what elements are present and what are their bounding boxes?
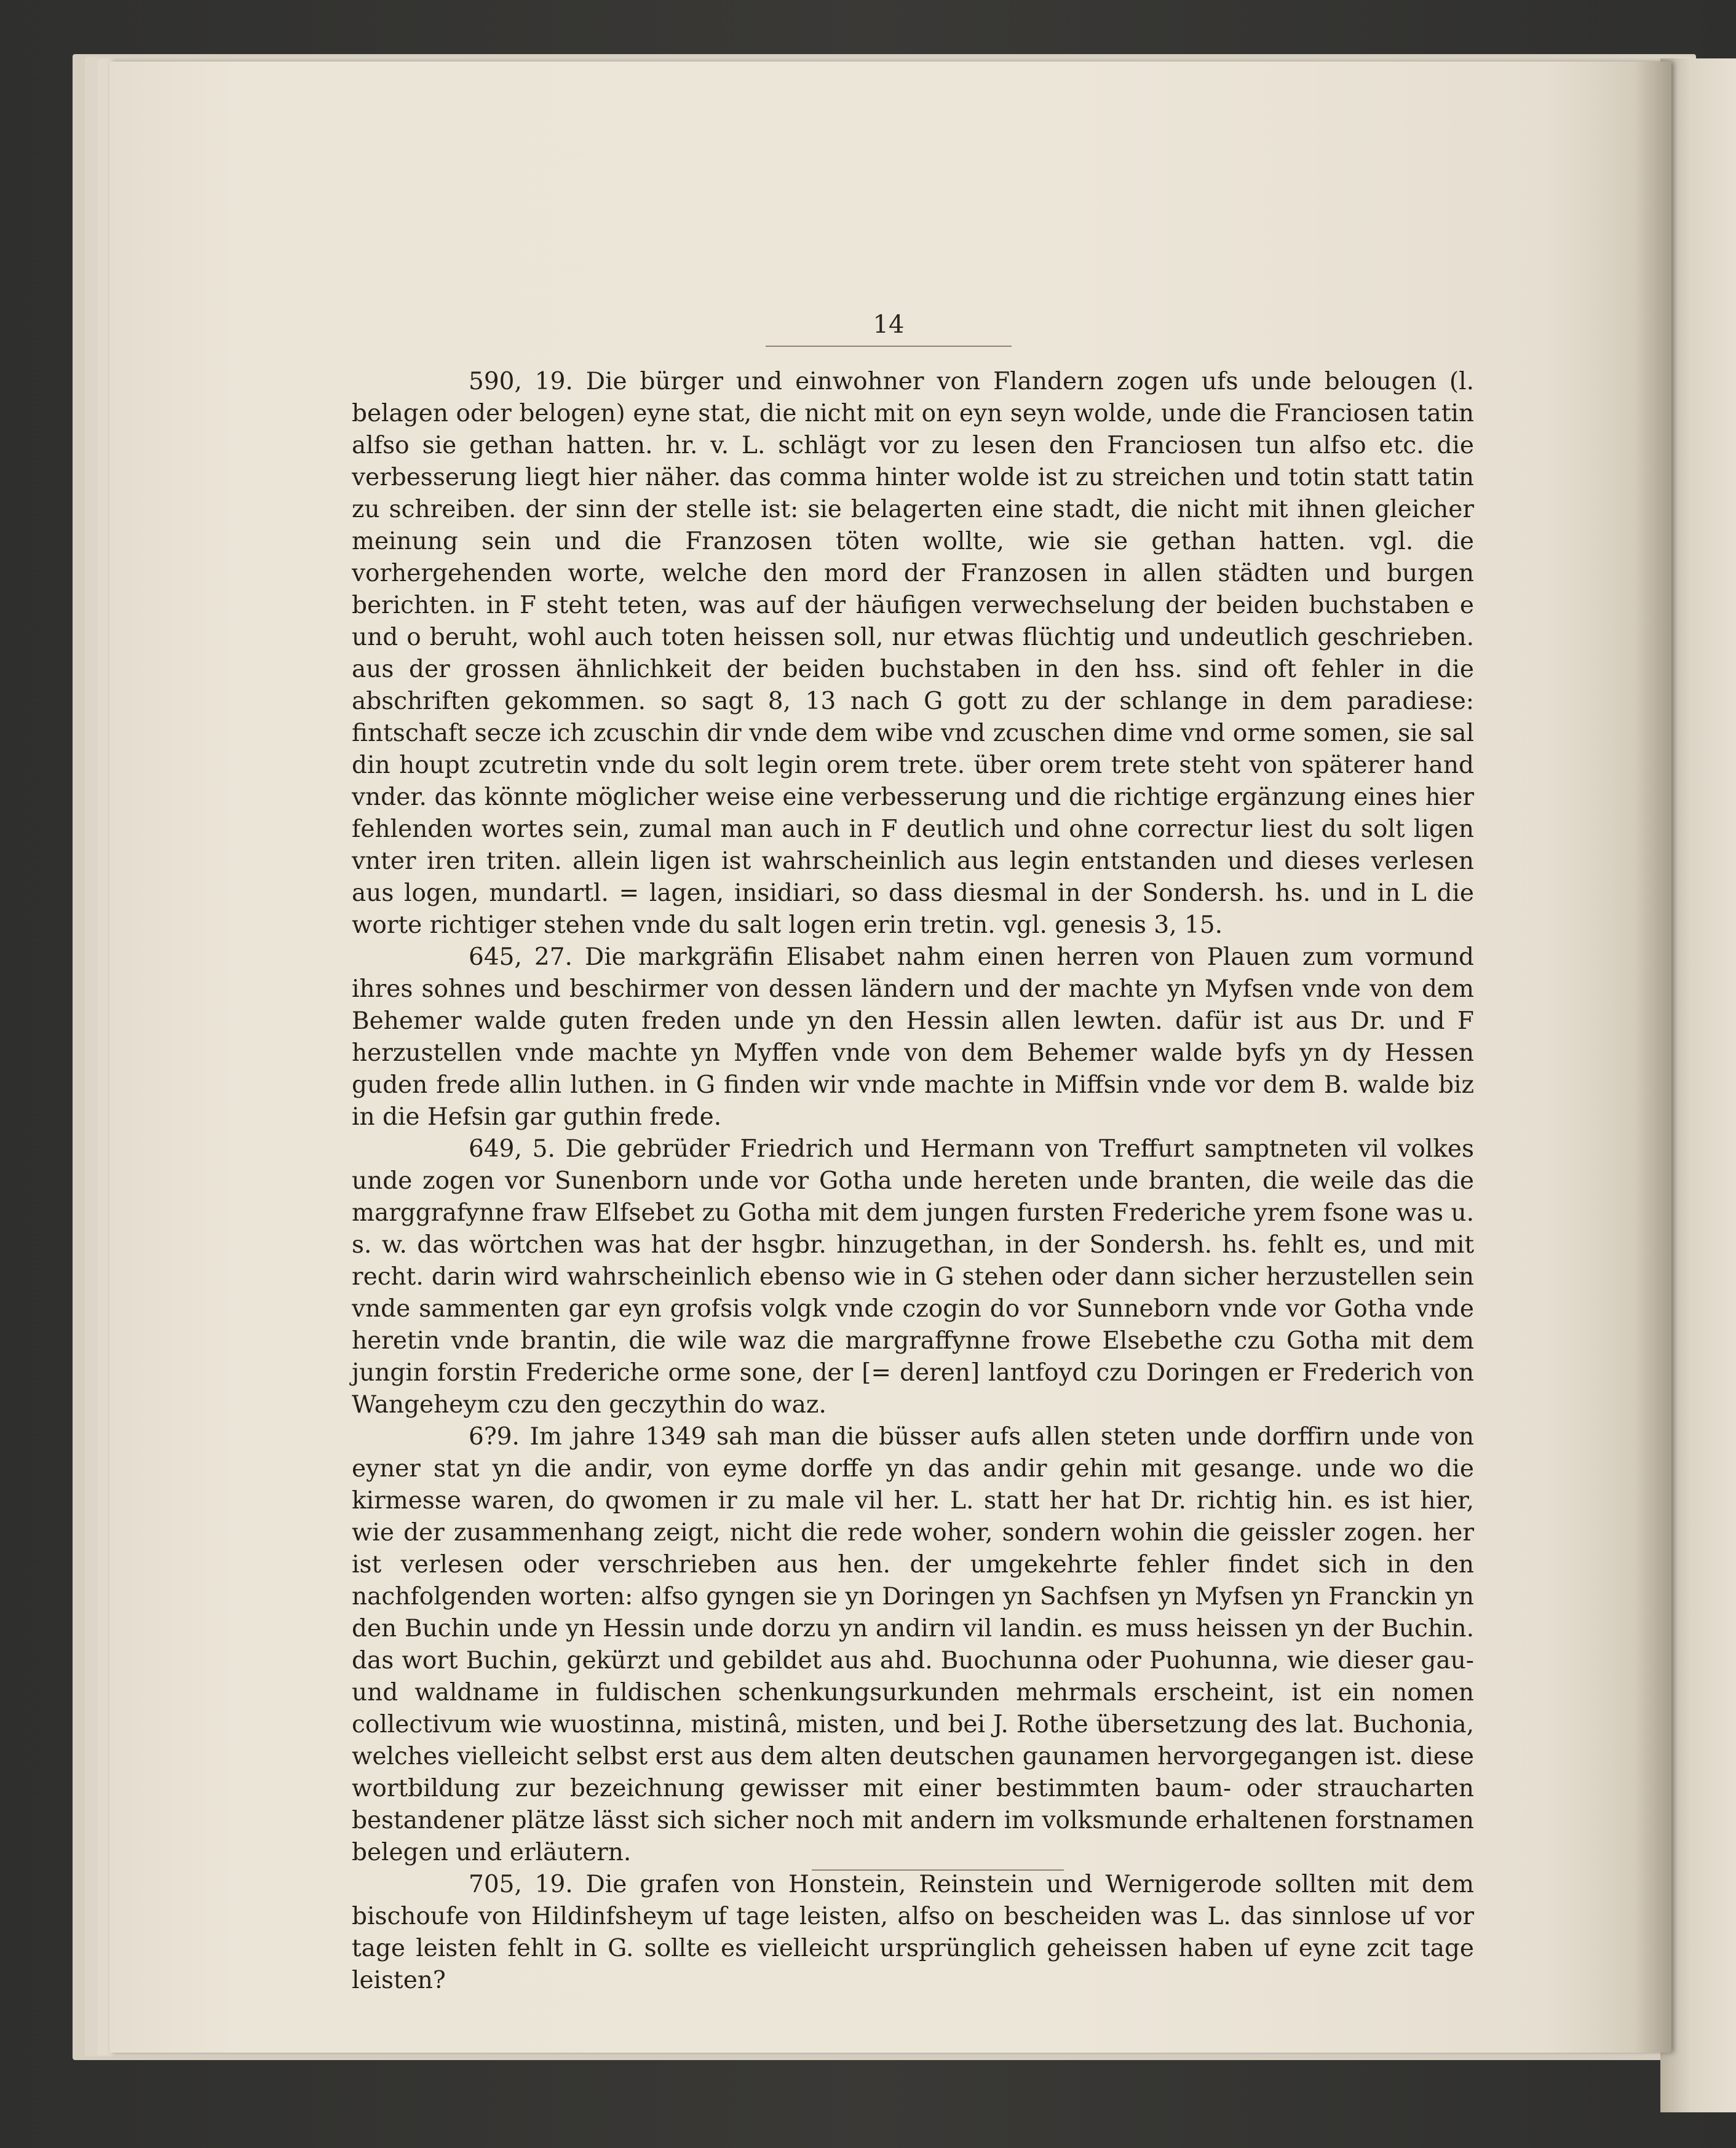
paragraph-590-19: 590, 19. Die bürger und einwohner von Flandern zogen ufs unde belougen (l. belagen oder belogen) eyne stat, die nicht mit on eyn seyn wolde, unde die Franciosen tatin alfso sie gethan hatten. hr. v. L. schlägt vor zu lesen den Franciosen tun alfso etc. die verbesserung liegt hier näher. das comma hinter wolde ist zu streichen und totin statt tatin zu schreiben. der sinn der stelle ist: sie belagerten eine stadt, die nicht mit ihnen gleicher meinung sein und die Franzosen töten wollte, wie sie gethan hatten. vgl. die vorhergehenden worte, welche den mord der Franzosen in allen städten und burgen berichten. in F steht teten, was auf der häufigen verwechselung der beiden buchstaben e und o beruht, wohl auch toten heissen soll, nur etwas flüchtig und undeutlich geschrieben. aus der grossen ähnlichkeit der beiden buchstaben in den hss. sind oft fehler in die abschriften gekommen. so sagt 8, 13 nach G gott zu der schlange in dem paradiese: fintschaft secze ich zcuschin dir vnde dem wibe vnd zcuschen dime vnd orme somen, sie sal din houpt zcutretin vnde du solt legin orem trete. über orem trete steht von späterer hand vnder. das könnte möglicher weise eine verbesserung und die richtige ergänzung eines hier fehlenden wortes sein, zumal man auch in F deutlich und ohne correctur liest du solt ligen vnter iren triten. allein ligen ist wahrscheinlich aus legin entstanden und dieses verlesen aus logen, mundartl. = lagen, insidiari, so dass diesmal in der Sondersh. hs. und in L die worte richtiger stehen vnde du salt logen erin tretin. vgl. genesis 3, 15.: [352, 368, 1474, 939]
paragraph-705-19: 705, 19. Die grafen von Honstein, Reinstein und Wernigerode sollten mit dem bischoufe von Hildinfsheym uf tage leisten, alfso on bescheiden was L. das sinnlose uf vor tage leisten fehlt in G. sollte es vielleicht ursprünglich geheissen haben uf eyne zcit tage leisten?: [352, 1871, 1474, 1994]
facing-page-edge: [1660, 58, 1736, 2112]
header-rule: [766, 346, 1012, 347]
end-rule: [812, 1869, 1064, 1871]
paragraph-6-9: 6?9. Im jahre 1349 sah man die büsser aufs allen steten unde dorffirn unde von eyner stat yn die andir, von eyme dorffe yn das andir gehin mit gesange. unde wo die kirmesse waren, do qwomen ir zu male vil her. L. statt her hat Dr. richtig hin. es ist hier, wie der zusammenhang zeigt, nicht die rede woher, sondern wohin die geissler zogen. her ist verlesen oder verschrieben aus hen. der umgekehrte fehler findet sich in den nachfolgenden worten: alfso gyngen sie yn Doringen yn Sachfsen yn Myfsen yn Franckin yn den Buchin unde yn Hessin unde dorzu yn andirn vil landin. es muss heissen yn der Buchin. das wort Buchin, gekürzt und gebildet aus ahd. Buochunna oder Puohunna, wie dieser gau- und waldname in fuldischen schenkungsurkunden mehrmals erscheint, ist ein nomen collectivum wie wuostinna, mistinâ, misten, und bei J. Rothe übersetzung des lat. Buchonia, welches vielleicht selbst erst aus dem alten deutschen gaunamen hervorgegangen ist. diese wortbildung zur bezeichnung gewisser mit einer bestimmten baum- oder straucharten bestandener plätze lässt sich sicher noch mit andern im volksmunde erhaltenen forstnamen belegen und erläutern.: [352, 1423, 1474, 1866]
paragraph-649-5: 649, 5. Die gebrüder Friedrich und Hermann von Treffurt samptneten vil volkes unde zogen vor Sunenborn unde vor Gotha unde hereten unde branten, die weile das die marggrafynne fraw Elfsebet zu Gotha mit dem jungen fursten Frederiche yrem fsone was u. s. w. das wörtchen was hat der hsgbr. hinzugethan, in der Sondersh. hs. fehlt es, und mit recht. darin wird wahrscheinlich ebenso wie in G stehen oder dann sicher herzustellen sein vnde sammenten gar eyn grofsis volgk vnde czogin do vor Sunneborn vnde vor Gotha vnde heretin vnde brantin, die wile waz die margraffynne frowe Elsebethe czu Gotha mit dem jungin forstin Frederiche orme sone, der [= deren] lantfoyd czu Doringen er Frederich von Wangeheym czu den geczythin do waz.: [352, 1135, 1474, 1419]
paragraph-645-27: 645, 27. Die markgräfin Elisabet nahm einen herren von Plauen zum vormund ihres sohnes und beschirmer von dessen ländern und der machte yn Myfsen vnde von dem Behemer walde guten freden unde yn den Hessin allen lewten. dafür ist aus Dr. und F herzustellen vnde machte yn Myffen vnde von dem Behemer walde byfs yn dy Hessen guden frede allin luthen. in G finden wir vnde machte in Miffsin vnde vor dem B. walde biz in die Hefsin gar guthin frede.: [352, 943, 1474, 1131]
page-body: [352, 366, 1474, 1997]
page-number: 14: [873, 311, 905, 339]
page-gutter-shadow: [1635, 61, 1671, 2053]
